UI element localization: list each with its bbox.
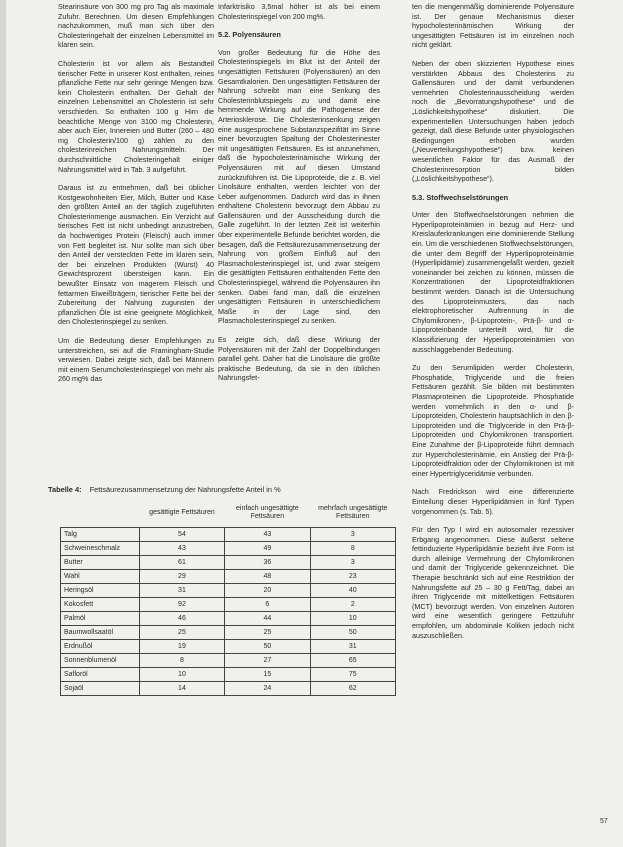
value-saturated: 25	[139, 626, 224, 640]
paragraph: Neben der oben skizzierten Hypothese eines verstärkten Abbaus des Cholesterins zu Gallensäuren und der damit verbundenen vermehrten Cholesterinausscheidung werden noch die „Bevorratungshypothese“ und die „Löslichkeitshypothese“ diskutiert. Die experimentellen Untersuchungen haben jedoch gezeigt, daß diese Befunde unter physiologischen Bedingungen erhoben wurden („Neuverteilungshypothese“) bzw. keinen wesentlichen Faktor für das Ausmaß der Cholesterinresorption bilden („Löslichkeitshypothese“).	[412, 58, 574, 184]
table-title: Fettsäurezusammensetzung der Nahrungsfette Anteil in %	[89, 485, 281, 494]
value-saturated: 92	[139, 598, 224, 612]
table-row	[61, 584, 396, 598]
table-row	[61, 626, 396, 640]
section-heading: 5.2. Polyensäuren	[218, 30, 281, 40]
text-column-right	[412, 2, 574, 802]
paragraph: Stearinsäure von 300 mg pro Tag als maximale Zufuhr. Berechnen. Um diesen Empfehlungen nachzukommen, muß man sich über den Cholesteringehalt der einzelnen Lebensmittel im klaren sein.	[58, 2, 214, 50]
value-monounsaturated: 24	[225, 682, 310, 696]
value-polyunsaturated: 62	[310, 682, 395, 696]
header-monounsaturated: einfach ungesättigte Fettsäuren	[236, 505, 299, 520]
fat-name: Erdnußöl	[61, 640, 140, 654]
value-saturated: 14	[139, 682, 224, 696]
value-polyunsaturated: 3	[310, 528, 395, 542]
table-caption	[48, 485, 402, 494]
value-monounsaturated: 15	[225, 668, 310, 682]
table-header-row	[61, 497, 396, 528]
header-empty	[61, 497, 140, 528]
paragraph: Zu den Serumlipiden werder Cholesterin, Phosphatide, Triglyceride und die freien Fettsäuren gezählt. Sie bilden mit bestimmten Plasmaproteinen die Lipoproteide. Phosphatide werden vornehmlich in den α- und β-Lipoproteiden, Cholesterin hauptsächlich in den β-Lipoproteiden und die Triglyceride in den Prä-β-Lipoproteiden und Chylomikronen transportiert. Eine Zunahme der β-Lipoproteide führt demnach zur Hypercholesterinämie, ein Anstieg der Prä-β-Lipoproteidfraktion oder der Chylomikronen ist mit einer Hypertriglyceridämie verbunden.	[412, 363, 574, 478]
value-saturated: 19	[139, 640, 224, 654]
value-polyunsaturated: 23	[310, 570, 395, 584]
table-row	[61, 682, 396, 696]
paragraph: Nach Fredrickson wird eine differenzierte Einteilung dieser Hyperlipidämien in fünf Typen vorgenommen (s. Tab. 5).	[412, 487, 574, 516]
paragraph: Daraus ist zu entnehmen, daß bei üblicher Kostgewohnheiten Eier, Milch, Butter und Käse den größten Anteil an der täglich zugeführten Cholesterinmenge ausmachen. Ein Verzicht auf tierisches Fett ist nicht unbedingt anzustreben, da hochwertiges Protein (Fleisch) auch immer von Fett begleitet ist. Nur sollte man sich über den Anteil der versteckten Fette im klaren sein, der bei einzelnen Produkten (Wurst) 40 Gewichtsprozent übersteigen kann. Ein bewußter Einsatz von magerem Fleisch und fettarmen Eiweißträgern, tierischer Fette bei der Zubereitung der Nahrung zugunsten der pflanzlichen Öle ist eine geeignete Möglichkeit, den Cholesterinspiegel zu senken.	[58, 183, 214, 327]
value-monounsaturated: 49	[225, 542, 310, 556]
paragraph: Cholesterin ist vor allem als Bestandteil tierischer Fette in unserer Kost enthalten, reines pflanzliche Fette nur sehr geringe Mengen bzw. kein Cholesterin enthalten. Der Gehalt der einzelnen Lebensmittel an Cholesterin ist sehr verschieden. So enthalten 100 g Hirn die beachtliche Menge von 3100 mg Cholesterin, aber auch Eier, Innereien und Butter (260 – 480 mg Cholesterin/100 g) zählen zu den cholesterinreichen Nahrungsmitteln. Der durchschnittliche Cholesteringehalt einiger Nahrungsmittel wird in Tab. 3 aufgeführt.	[58, 58, 214, 174]
value-monounsaturated: 44	[225, 612, 310, 626]
value-saturated: 54	[139, 528, 224, 542]
table-row	[61, 640, 396, 654]
value-saturated: 29	[139, 570, 224, 584]
value-polyunsaturated: 8	[310, 542, 395, 556]
fat-name: Palmöl	[61, 612, 140, 626]
table-row	[61, 654, 396, 668]
paragraph: ten die mengenmäßig dominierende Polyensäure ist. Der genaue Mechanismus dieser hypocholesterinämischen Wirkung der ungesättigten Fettsäuren ist im einzelnen noch nicht geklärt.	[412, 2, 574, 50]
table-row	[61, 556, 396, 570]
value-polyunsaturated: 40	[310, 584, 395, 598]
section-heading: 5.3. Stoffwechselstörungen	[412, 192, 509, 202]
paragraph: Infarktrisiko 3,5mal höher ist als bei einem Cholesterinspiegel von 200 mg%.	[218, 2, 380, 21]
paragraph: Für den Typ I wird ein autosomaler rezessiver Erbgang angenommen. Diese äußerst seltene fettinduzierte Hyperlipidämie bezieht ihre Form ist durch alleinige Vermehrung der Chylomikronen und damit der Triglyceride gekennzeichnet. Die Therapie beschränkt sich auf eine Restriktion der Nahrungsfette auf 25 – 30 g Fett/Tag, dabei an ihren Triglyceride mit mittelkettigen Fettsäuren (MCT) bevorzugt werden. Von einzelnen Autoren wird eine wesentlich geringere Fettzufuhr empfohlen, um abdominale Koliken jedoch nicht auszuschließen.	[412, 525, 574, 640]
fatty-acid-table-block	[40, 485, 402, 696]
table-row	[61, 668, 396, 682]
value-polyunsaturated: 50	[310, 626, 395, 640]
value-saturated: 31	[139, 584, 224, 598]
header-polyunsaturated: mehrfach ungesättigte Fettsäuren	[318, 505, 388, 520]
fat-name: Sojaöl	[61, 682, 140, 696]
table-row	[61, 570, 396, 584]
fat-name: Wahl	[61, 570, 140, 584]
fat-name: Baumwollsaatöl	[61, 626, 140, 640]
table-row	[61, 528, 396, 542]
fatty-acid-table	[60, 497, 396, 696]
fat-name: Sonnenblumenöl	[61, 654, 140, 668]
paragraph: Unter den Stoffwechselstörungen nehmen die Hyperlipoproteinämien in bezug auf Herz- und Kreislauferkrankungen eine dominierende Stellung ein. Um die verschiedenen Stoffwechselstörungen, die unter dem Begriff der Hyperlipoproteinämie (Hyperlipidämie) zusammengefaßt werden, gezielt voneinander bei zeichen zu können, müssen die Konzentrationen der Lipoproteidfraktionen bestimmt werden. Danach ist die Untersuchung des Lipoproteinmusters, das nach elektrophoretischer Auftrennung in die Chylomikronen-, β-Lipoprotein-, Prä-β- und α-Lipoproteinbande unterteilt wird, für die Klassifizierung der Hyperlipoproteinämien von ausschlaggebender Bedeutung.	[412, 210, 574, 354]
value-saturated: 61	[139, 556, 224, 570]
value-monounsaturated: 43	[225, 528, 310, 542]
value-polyunsaturated: 75	[310, 668, 395, 682]
value-polyunsaturated: 3	[310, 556, 395, 570]
value-monounsaturated: 25	[225, 626, 310, 640]
paragraph: Um die Bedeutung dieser Empfehlungen zu unterstreichen, sei auf die Framingham-Studie verwiesen. Dabei zeigte sich, daß bei Männern mit einem Serumcholesterinspiegel von mehr als 260 mg% das	[58, 336, 214, 384]
value-monounsaturated: 36	[225, 556, 310, 570]
page-number: 57	[600, 818, 608, 825]
text-column-middle	[218, 2, 380, 482]
fat-name: Safloröl	[61, 668, 140, 682]
fat-name: Butter	[61, 556, 140, 570]
paragraph: Es zeigte sich, daß diese Wirkung der Polyensäuren mit der Zahl der Doppelbindungen parallel geht. Daher hat die Linolsäure die größte praktische Bedeutung, da sie in den üblichen Nahrungsfet-	[218, 335, 380, 383]
table-number: Tabelle 4:	[48, 485, 82, 494]
value-monounsaturated: 6	[225, 598, 310, 612]
value-monounsaturated: 20	[225, 584, 310, 598]
page-edge-shadow	[0, 0, 6, 847]
fat-name: Heringsöl	[61, 584, 140, 598]
value-polyunsaturated: 10	[310, 612, 395, 626]
table-row	[61, 612, 396, 626]
value-polyunsaturated: 2	[310, 598, 395, 612]
value-saturated: 46	[139, 612, 224, 626]
paragraph: Von großer Bedeutung für die Höhe des Cholesterinspiegels im Blut ist der Anteil der ungesättigten Fettsäuren (Polyensäuren) an den Gesamtkalorien. Den ungesättigten Fettsäuren der Nahrung schreibt man eine Senkung des Cholesterinblutspiegels zu und damit eine hemmende Wirkung auf die Pathogenese der Arteriosklerose. Die Cholesterinsenkung zeigen eine ausgesprochene Substanzspezifität im Sinne einer bevorzugten Spaltung der Cholesterinester mit ungesättigten Fettsäuren. Es ist anzunehmen, daß die hypocholesterinämische Wirkung der Polyensäuren mit auf diesen Umstand zurückzuführen ist. Die Lipoproteide, die z. B. viel Linolsäure enthalten, werden leichter von der Leber aufgenommen. Dadurch wird das in ihnen enthaltene Cholesterin bevorzugt dem Abbau zu Gallensäuren und der Ausscheidung durch die Galle zugeführt. In der letzten Zeit ist weiterhin über experimentelle Befunde berichtet worden, die besagen, daß die Fettsäurezusammensetzung der Nahrung von großem Einfluß auf den Plasmacholesterinspiegel ist, und zwar steigern die gesättigten Fettsäuren enthaltenden Fette den Cholesterinspiegel, während die Polyensäuren ihn senken. Dabei fand man, daß die einzelnen ungesättigten Fettsäuren in unterschiedlichem Maße in der Lage sind, den Plasmacholesterinspiegel zu senken.	[218, 47, 380, 326]
value-saturated: 10	[139, 668, 224, 682]
value-polyunsaturated: 31	[310, 640, 395, 654]
value-saturated: 43	[139, 542, 224, 556]
value-monounsaturated: 50	[225, 640, 310, 654]
table-row	[61, 598, 396, 612]
header-saturated: gesättigte Fettsäuren	[149, 509, 215, 516]
text-column-left	[58, 2, 214, 482]
value-polyunsaturated: 65	[310, 654, 395, 668]
fat-name: Kokosfett	[61, 598, 140, 612]
value-saturated: 8	[139, 654, 224, 668]
value-monounsaturated: 48	[225, 570, 310, 584]
fat-name: Schweineschmalz	[61, 542, 140, 556]
value-monounsaturated: 27	[225, 654, 310, 668]
table-row	[61, 542, 396, 556]
fat-name: Talg	[61, 528, 140, 542]
